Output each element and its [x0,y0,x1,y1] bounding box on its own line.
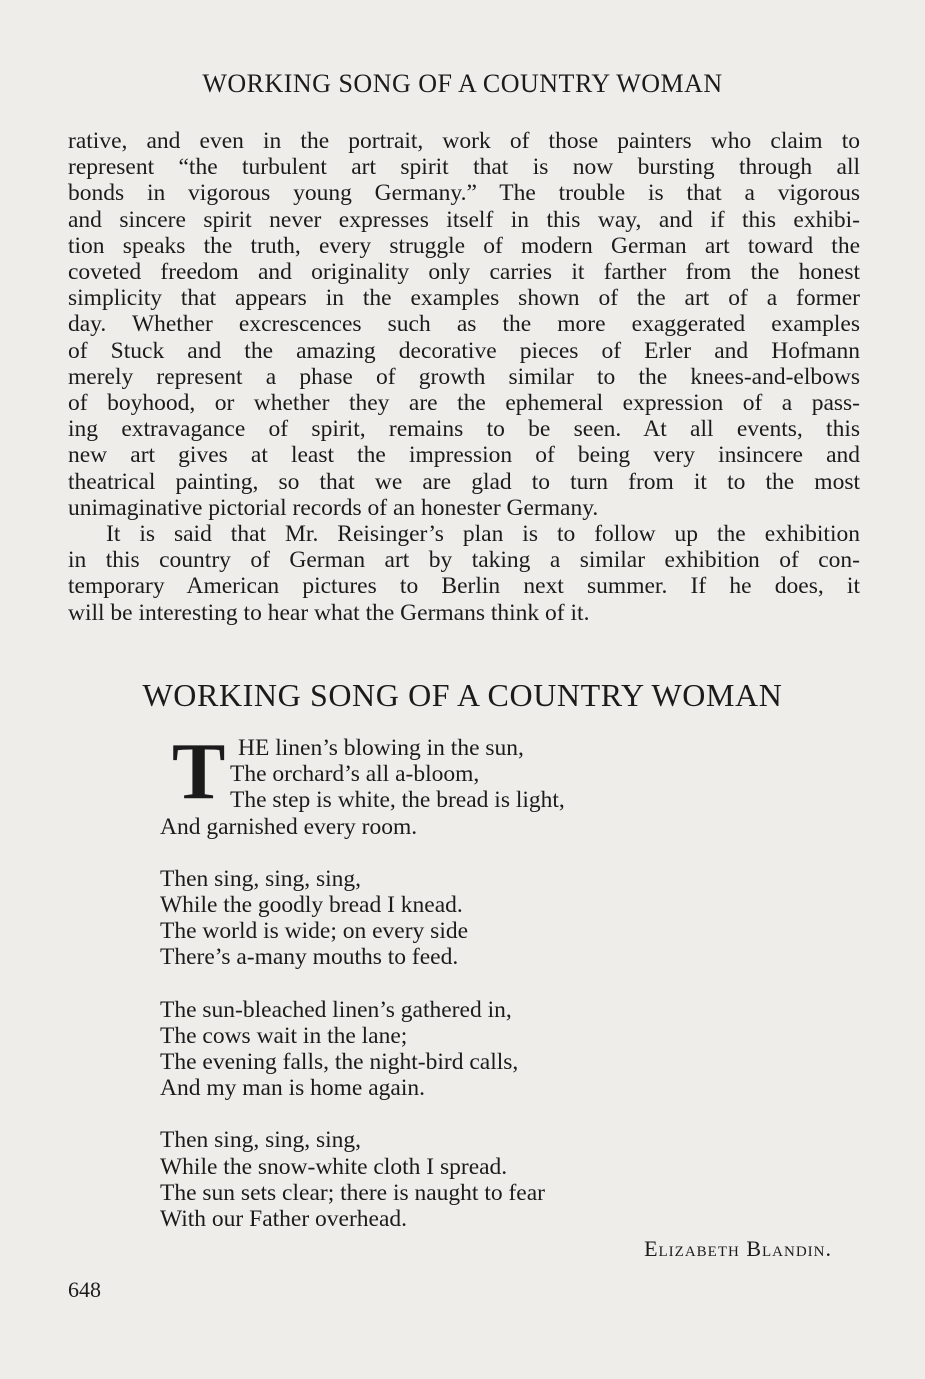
text-line: of boyhood, or whether they are the ephemeral expression of a pass- [68,390,860,417]
running-head: WORKING SONG OF A COUNTRY WOMAN [202,69,723,98]
poem-line: The orchard’s all a-bloom, [230,761,480,788]
poem-line: HE linen’s blowing in the sun, [238,735,524,761]
poem-line: The sun sets clear; there is naught to fear [160,1179,545,1206]
poem-line: Then sing, sing, sing, [160,1127,362,1154]
poem-title: WORKING SONG OF A COUNTRY WOMAN [142,677,783,713]
poem-line: Then sing, sing, sing, [160,865,362,892]
stanza-3 [160,997,860,1102]
text-line: new art gives at least the impression of being very insincere and [68,442,860,469]
stanza-4 [160,1127,860,1232]
text-line: of Stuck and the amazing decorative pieces of Erler and Hofmann [68,337,860,364]
text-line: theatrical painting, so that we are glad to turn from it to the most [68,468,860,495]
text-line: day. Whether excrescences such as the more exaggerated examples [68,311,860,338]
text-line: unimaginative pictorial records of an honester Germany. [68,494,599,521]
stanza-2 [160,866,860,971]
text-line: coveted freedom and originality only carries it farther from the honest [68,259,860,286]
poem-line: With our Father overhead. [160,1206,408,1233]
article-body [68,128,860,626]
text-line: represent “the turbulent art spirit that is now bursting through all [68,154,860,181]
text-line: tion speaks the truth, every struggle of modern German art toward the [68,232,860,259]
text-line: in this country of German art by taking a similar exhibition of con- [68,547,860,574]
poem-author: Elizabeth Blandin. [644,1236,832,1261]
poem-line: And garnished every room. [160,813,418,840]
poem [160,728,860,1258]
drop-cap: T [172,728,226,816]
text-line: temporary American pictures to Berlin next summer. If he does, it [68,573,860,600]
text-line: rative, and even in the portrait, work of those painters who claim to [68,128,860,154]
poem-line: There’s a-many mouths to feed. [160,944,459,971]
page-number: 648 [68,1277,101,1302]
paragraph-2 [68,521,860,626]
stanza-1 [160,728,860,840]
poem-line: The sun-bleached linen’s gathered in, [160,996,512,1023]
text-line: bonds in vigorous young Germany.” The trouble is that a vigorous [68,180,860,207]
poem-line: The step is white, the bread is light, [230,787,565,814]
text-line: simplicity that appears in the examples shown of the art of a former [68,285,860,312]
text-line: and sincere spirit never expresses itself in this way, and if this exhibi- [68,206,860,233]
text-line: ing extravagance of spirit, remains to be seen. At all events, this [68,416,860,443]
poem-line: The evening falls, the night-bird calls, [160,1049,519,1076]
paragraph-1 [68,128,860,521]
poem-line: The cows wait in the lane; [160,1022,408,1049]
text-line: It is said that Mr. Reisinger’s plan is to follow up the exhibition [106,521,860,548]
poem-line: The world is wide; on every side [160,918,469,945]
poem-line: And my man is home again. [160,1075,425,1102]
poem-line: While the goodly bread I knead. [160,892,463,919]
text-line: will be interesting to hear what the Germans think of it. [68,599,590,626]
poem-line: While the snow-white cloth I spread. [160,1153,508,1180]
text-line: merely represent a phase of growth similar to the knees-and-elbows [68,363,860,390]
